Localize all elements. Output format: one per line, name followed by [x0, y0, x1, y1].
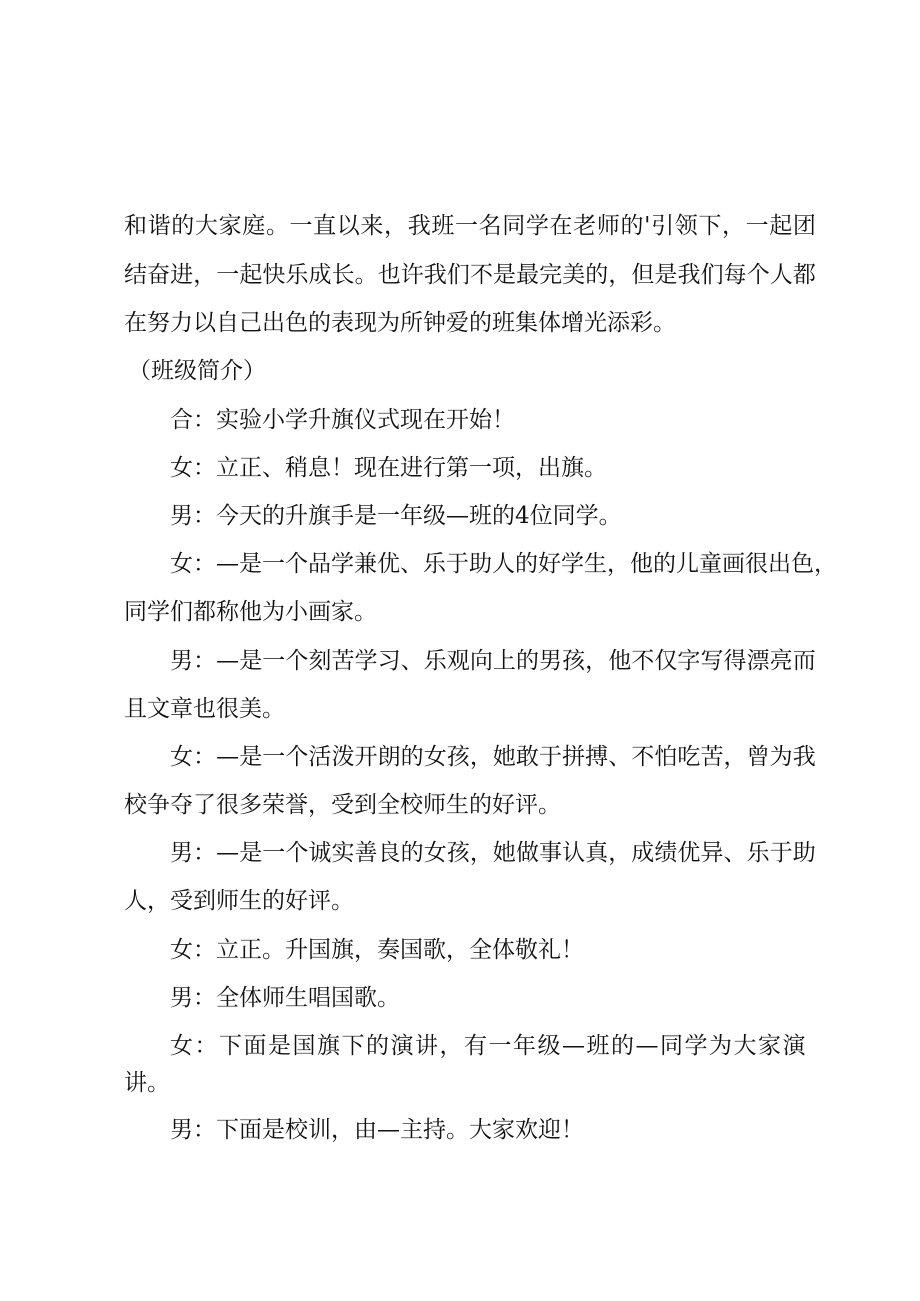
text-line: 合：实验小学升旗仪式现在开始！ [170, 407, 515, 433]
text-line: 女：下面是国旗下的演讲，有一年级—班的—同学为大家演 [170, 1033, 807, 1059]
text-line: 女 ： — 是 一 个 品 学 兼 优 、 乐 于 助 人 的 好 学 生 ， 他 的 儿 童 画 很 出 色 ， [170, 551, 837, 577]
text-line: 和 谐 的 大 家 庭 。 一 直 以 来 ， 我 班 一 名 同 学 在 老 师 的 ' 引 领 下 ， 一 起 团 [124, 213, 816, 239]
text-line: 在努力以自己出色的表现为所钟爱的班集体增光添彩。 [124, 310, 676, 336]
text-line: 男：下面是校训，由—主持。大家欢迎！ [170, 1117, 584, 1143]
text-line: 同学们都称他为小画家。 [124, 599, 377, 625]
text-line: 女 ： — 是 一 个 活 泼 开 朗 的 女 孩 ， 她 敢 于 拼 搏 、 不 怕 吃 苦 ， 曾 为 我 [170, 744, 816, 770]
text-line: 男 ： — 是 一 个 刻 苦 学 习 、 乐 观 向 上 的 男 孩 ， 他 不 仅 字 写 得 漂 亮 而 [170, 648, 816, 674]
text-line: 结 奋 进 ， 一 起 快 乐 成 长 。 也 许 我 们 不 是 最 完 美 的 ， 但 是 我 们 每 个 人 都 [124, 262, 816, 288]
text-line: 男：全体师生唱国歌。 [170, 985, 400, 1011]
text-line: 人，受到师生的好评。 [124, 888, 354, 914]
text-line: 且文章也很美。 [124, 696, 285, 722]
text-line: 男：今天的升旗手是一年级—班的4位同学。 [170, 503, 622, 529]
text-line: 男 ： — 是 一 个 诚 实 善 良 的 女 孩 ， 她 做 事 认 真 ， 成 绩 优 异 、 乐 于 助 [170, 840, 816, 866]
text-line: 校争夺了很多荣誉，受到全校师生的好评。 [124, 792, 561, 818]
text-line: （班级简介） [128, 358, 266, 384]
text-line: 女：立正。升国旗，奏国歌，全体敬礼！ [170, 937, 584, 963]
text-line: 讲。 [124, 1070, 170, 1096]
text-line: 女：立正、稍息！现在进行第一项，出旗。 [170, 455, 607, 481]
